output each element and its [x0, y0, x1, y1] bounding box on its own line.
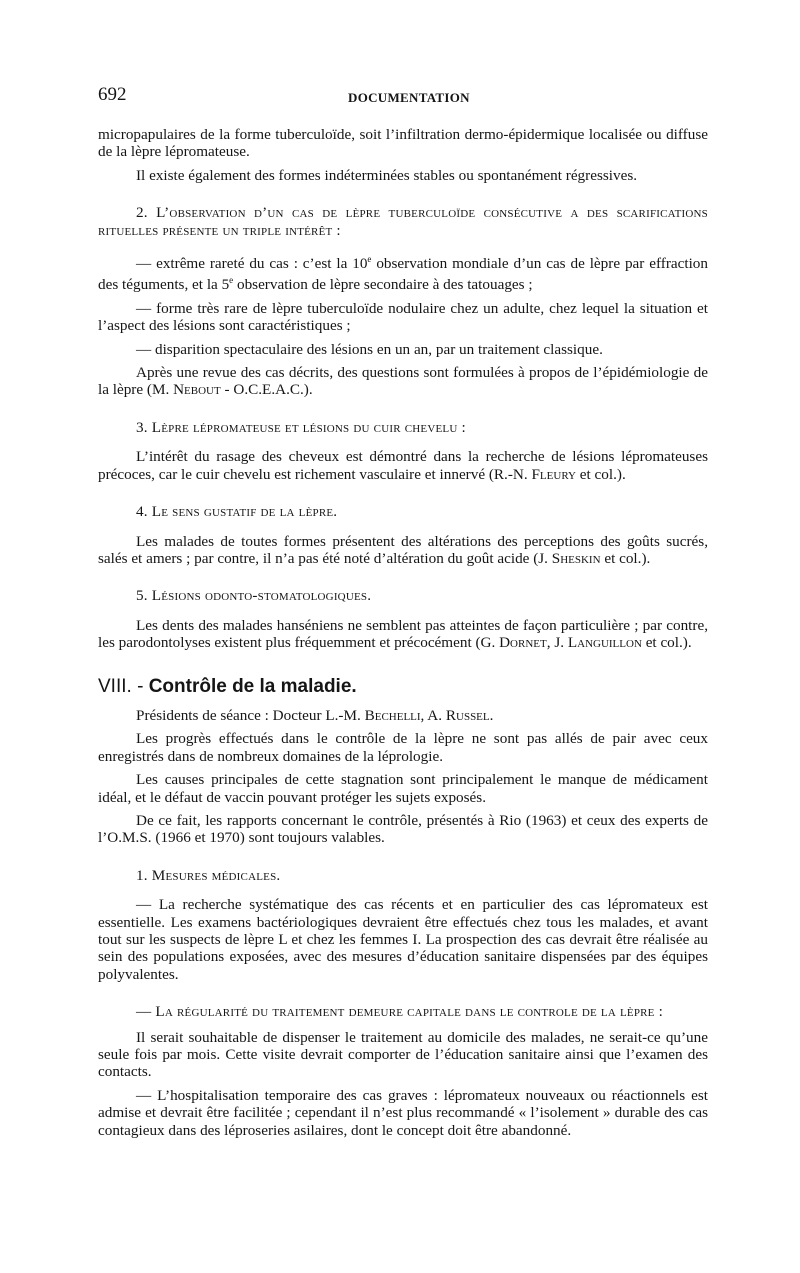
author-name: Dornet [499, 634, 547, 652]
subsection-heading: 3. Lèpre lépromateuse et lésions du cuir chevelu : [136, 418, 466, 436]
subsection-heading: — La régularité du traitement demeure capitale dans le controle de la lèpre : [136, 1003, 664, 1021]
paragraph: Présidents de séance : Docteur L.-M. Bechelli, A. Russel. [136, 706, 494, 724]
paragraph: L’intérêt du rasage des cheveux est démontré dans la recherche de lésions lépromateuses précoces, car le cuir chevelu est richement vasculaire et innervé (R.-N. Fleury et col.). [98, 448, 708, 483]
paragraph: — forme très rare de lèpre tuberculoïde nodulaire chez un adulte, chez lequel la situation et l’aspect des lésions sont caractéristiques ; [98, 299, 708, 335]
author-name: Nebout [173, 381, 221, 399]
page-body [98, 126, 708, 1145]
subsection-heading: 4. Le sens gustatif de la lèpre. [136, 503, 338, 521]
paragraph: Les dents des malades hanséniens ne semblent pas atteintes de façon particulière ; par contre, les parodontolyses existent plus fréquemment et précocément (G. Dornet, J. Languillon et col.). [98, 616, 708, 652]
author-name: Russel [445, 706, 490, 724]
paragraph: micropapulaires de la forme tuberculoïde, soit l’infiltration dermo-épidermique localisée ou diffuse de la lèpre lépromateuse. [98, 126, 708, 161]
author-name: Bechelli [364, 706, 421, 724]
paragraph: De ce fait, les rapports concernant le contrôle, présentés à Rio (1963) et ceux des experts de l’O.M.S. (1966 et 1970) sont toujours valables. [98, 811, 708, 847]
paragraph: Après une revue des cas décrits, des questions sont formulées à propos de l’épidémiologie de la lèpre (M. Nebout - O.C.E.A.C.). [98, 364, 708, 399]
page-header [98, 84, 708, 108]
author-name: Languillon [567, 634, 642, 652]
paragraph: Les malades de toutes formes présentent des altérations des perceptions des goûts sucrés, salés et amers ; par contre, il n’a pas été noté d’altération du goût acide (J. Sheskin et col.). [98, 532, 708, 567]
page-number: 692 [98, 84, 127, 105]
author-name: Sheskin [551, 549, 601, 567]
section-numeral: VIII. - [98, 675, 149, 697]
paragraph: Il serait souhaitable de dispenser le traitement au domicile des malades, ne serait-ce qu’une seule fois par mois. Cette visite devrait comporter de l’éducation sanitaire ainsi que l’examen des contacts. [98, 1028, 708, 1081]
section-heading [98, 675, 708, 697]
running-title: DOCUMENTATION [348, 90, 470, 105]
author-name: Fleury [531, 465, 576, 483]
paragraph: Les causes principales de cette stagnation sont principalement le manque de médicament idéal, et le défaut de vaccin pouvant protéger les sujets exposés. [98, 771, 708, 806]
paragraph: — disparition spectaculaire des lésions en un an, par un traitement classique. [136, 340, 603, 358]
paragraph: Il existe également des formes indéterminées stables ou spontanément régressives. [136, 166, 638, 184]
subsection-heading: 5. Lésions odonto-stomatologiques. [136, 587, 372, 605]
paragraph: — La recherche systématique des cas récents et en particulier des cas lépromateux est essentielle. Les examens bactériologiques devraient être effectués chez tous les malades, et avant tout sur les suspects de lèpre L et chez les femmes I. La prospection des cas devrait être réalisée au sein des populations exposées, avec des mesures d’éducation sanitaire dispensées par des équipes polyvalentes. [98, 896, 708, 983]
subsection-heading: 1. Mesures médicales. [136, 866, 281, 884]
subsection-heading: 2. L’observation d’un cas de lèpre tuberculoïde consécutive a des scarifications rituelles présente un triple intérêt : [98, 204, 708, 239]
paragraph: Les progrès effectués dans le contrôle de la lèpre ne sont pas allés de pair avec ceux enregistrés dans de nombreux domaines de la léprologie. [98, 730, 708, 765]
paragraph: — L’hospitalisation temporaire des cas graves : lépromateux nouveaux ou réactionnels est admise et devrait être facilitée ; cependant il n’est plus recommandé « l’isolement » durable des cas contagieux dans des léproseries asilaires, dont le concept doit être abandonné. [98, 1086, 708, 1139]
paragraph: — extrême rareté du cas : c’est la 10e observation mondiale d’un cas de lèpre par effraction des téguments, et la 5e observation de lèpre secondaire à des tatouages ; [98, 254, 708, 294]
section-title: Contrôle de la maladie. [148, 675, 357, 697]
